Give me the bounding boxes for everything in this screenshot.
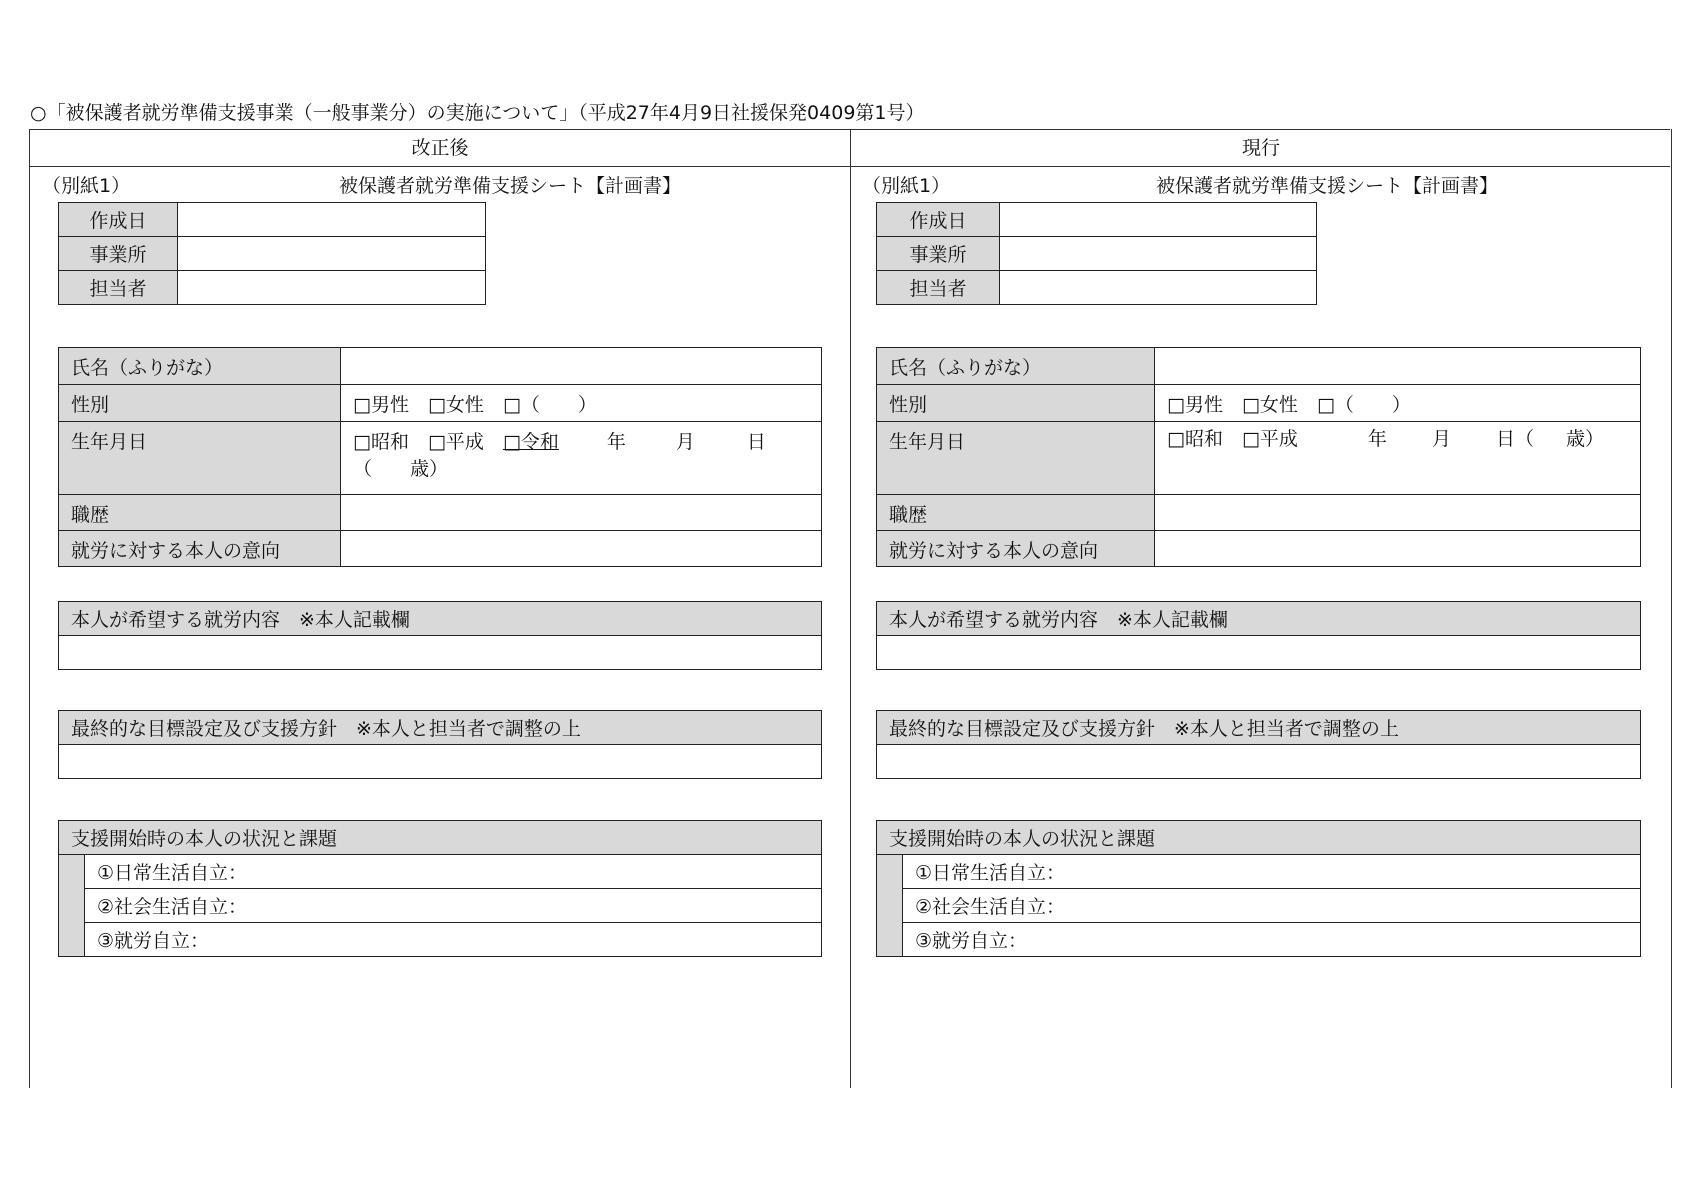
status-daily[interactable]: ①日常生活自立：	[903, 855, 1641, 889]
checkbox-heisei[interactable]: □平成	[1241, 428, 1298, 450]
status-work[interactable]: ③就労自立：	[903, 923, 1641, 957]
office-field[interactable]	[178, 237, 486, 271]
goal-field[interactable]	[59, 745, 822, 779]
year-label: 年	[606, 431, 626, 453]
staff-field[interactable]	[1000, 271, 1317, 305]
goal-box	[58, 710, 822, 779]
annex-label: （別紙1）	[42, 175, 131, 197]
created-date-field[interactable]	[1000, 203, 1317, 237]
intent-field[interactable]	[341, 531, 822, 567]
label-name: 氏名（ふりがな）	[877, 348, 1155, 385]
label-birthdate: 生年月日	[59, 422, 341, 495]
name-field[interactable]	[341, 348, 822, 385]
label-gender: 性別	[59, 385, 341, 422]
document-title: ○「被保護者就労準備支援事業（一般事業分）の実施について」（平成27年4月9日社援保発0409第1号）	[30, 102, 925, 124]
checkbox-female[interactable]: □女性	[427, 394, 484, 416]
birthdate-field[interactable]	[341, 422, 822, 495]
wish-field[interactable]	[877, 636, 1641, 670]
age-label: （ 歳）	[353, 458, 449, 480]
panel-current	[850, 165, 1670, 1088]
month-label: 月	[675, 431, 695, 453]
age-label: 歳）	[1565, 428, 1604, 450]
status-work[interactable]: ③就労自立：	[85, 923, 822, 957]
goal-box	[876, 710, 1641, 779]
status-daily[interactable]: ①日常生活自立：	[85, 855, 822, 889]
annex-label: （別紙1）	[862, 175, 951, 197]
header-info-table	[58, 202, 486, 305]
label-status: 支援開始時の本人の状況と課題	[59, 821, 822, 855]
intent-field[interactable]	[1155, 531, 1641, 567]
day-label: 日（	[1495, 428, 1534, 450]
checkbox-showa[interactable]: □昭和	[1167, 428, 1223, 450]
status-box	[876, 820, 1641, 957]
gender-options	[341, 385, 822, 422]
checkbox-other[interactable]: □（ ）	[502, 394, 597, 416]
day-label: 日	[746, 431, 766, 453]
label-office: 事業所	[59, 237, 178, 271]
label-gender: 性別	[877, 385, 1155, 422]
goal-field[interactable]	[877, 745, 1641, 779]
label-goal: 最終的な目標設定及び支援方針 ※本人と担当者で調整の上	[59, 711, 822, 745]
label-career: 職歴	[59, 495, 341, 531]
staff-field[interactable]	[178, 271, 486, 305]
label-wish: 本人が希望する就労内容 ※本人記載欄	[59, 602, 822, 636]
sheet-title: 被保護者就労準備支援シート【計画書】	[1156, 175, 1499, 197]
label-wish: 本人が希望する就労内容 ※本人記載欄	[877, 602, 1641, 636]
label-staff: 担当者	[877, 271, 1000, 305]
label-goal: 最終的な目標設定及び支援方針 ※本人と担当者で調整の上	[877, 711, 1641, 745]
status-social[interactable]: ②社会生活自立：	[903, 889, 1641, 923]
checkbox-male[interactable]: □男性	[353, 394, 409, 416]
checkbox-showa[interactable]: □昭和	[353, 431, 409, 453]
panel-revised	[29, 165, 850, 1088]
wish-box	[876, 601, 1641, 670]
name-field[interactable]	[1155, 348, 1641, 385]
checkbox-other[interactable]: □（ ）	[1316, 394, 1411, 416]
personal-info-table	[58, 347, 822, 567]
label-career: 職歴	[877, 495, 1155, 531]
label-birthdate: 生年月日	[877, 422, 1155, 495]
label-status: 支援開始時の本人の状況と課題	[877, 821, 1641, 855]
month-label: 月	[1431, 428, 1451, 450]
created-date-field[interactable]	[178, 203, 486, 237]
checkbox-female[interactable]: □女性	[1241, 394, 1298, 416]
year-label: 年	[1367, 428, 1387, 450]
header-info-table	[876, 202, 1317, 305]
label-created-date: 作成日	[877, 203, 1000, 237]
career-field[interactable]	[341, 495, 822, 531]
checkbox-male[interactable]: □男性	[1167, 394, 1223, 416]
wish-field[interactable]	[59, 636, 822, 670]
label-office: 事業所	[877, 237, 1000, 271]
career-field[interactable]	[1155, 495, 1641, 531]
gender-options	[1155, 385, 1641, 422]
checkbox-heisei[interactable]: □平成	[427, 431, 484, 453]
status-box	[58, 820, 822, 957]
office-field[interactable]	[1000, 237, 1317, 271]
label-staff: 担当者	[59, 271, 178, 305]
label-intent: 就労に対する本人の意向	[877, 531, 1155, 567]
personal-info-table	[876, 347, 1641, 567]
heading-current: 現行	[1241, 137, 1280, 159]
wish-box	[58, 601, 822, 670]
status-social[interactable]: ②社会生活自立：	[85, 889, 822, 923]
label-name: 氏名（ふりがな）	[59, 348, 341, 385]
sheet-title: 被保護者就労準備支援シート【計画書】	[339, 175, 682, 197]
birthdate-field[interactable]	[1155, 422, 1641, 495]
heading-revised: 改正後	[411, 137, 469, 159]
checkbox-reiwa[interactable]: □令和	[502, 431, 559, 453]
label-intent: 就労に対する本人の意向	[59, 531, 341, 567]
label-created-date: 作成日	[59, 203, 178, 237]
